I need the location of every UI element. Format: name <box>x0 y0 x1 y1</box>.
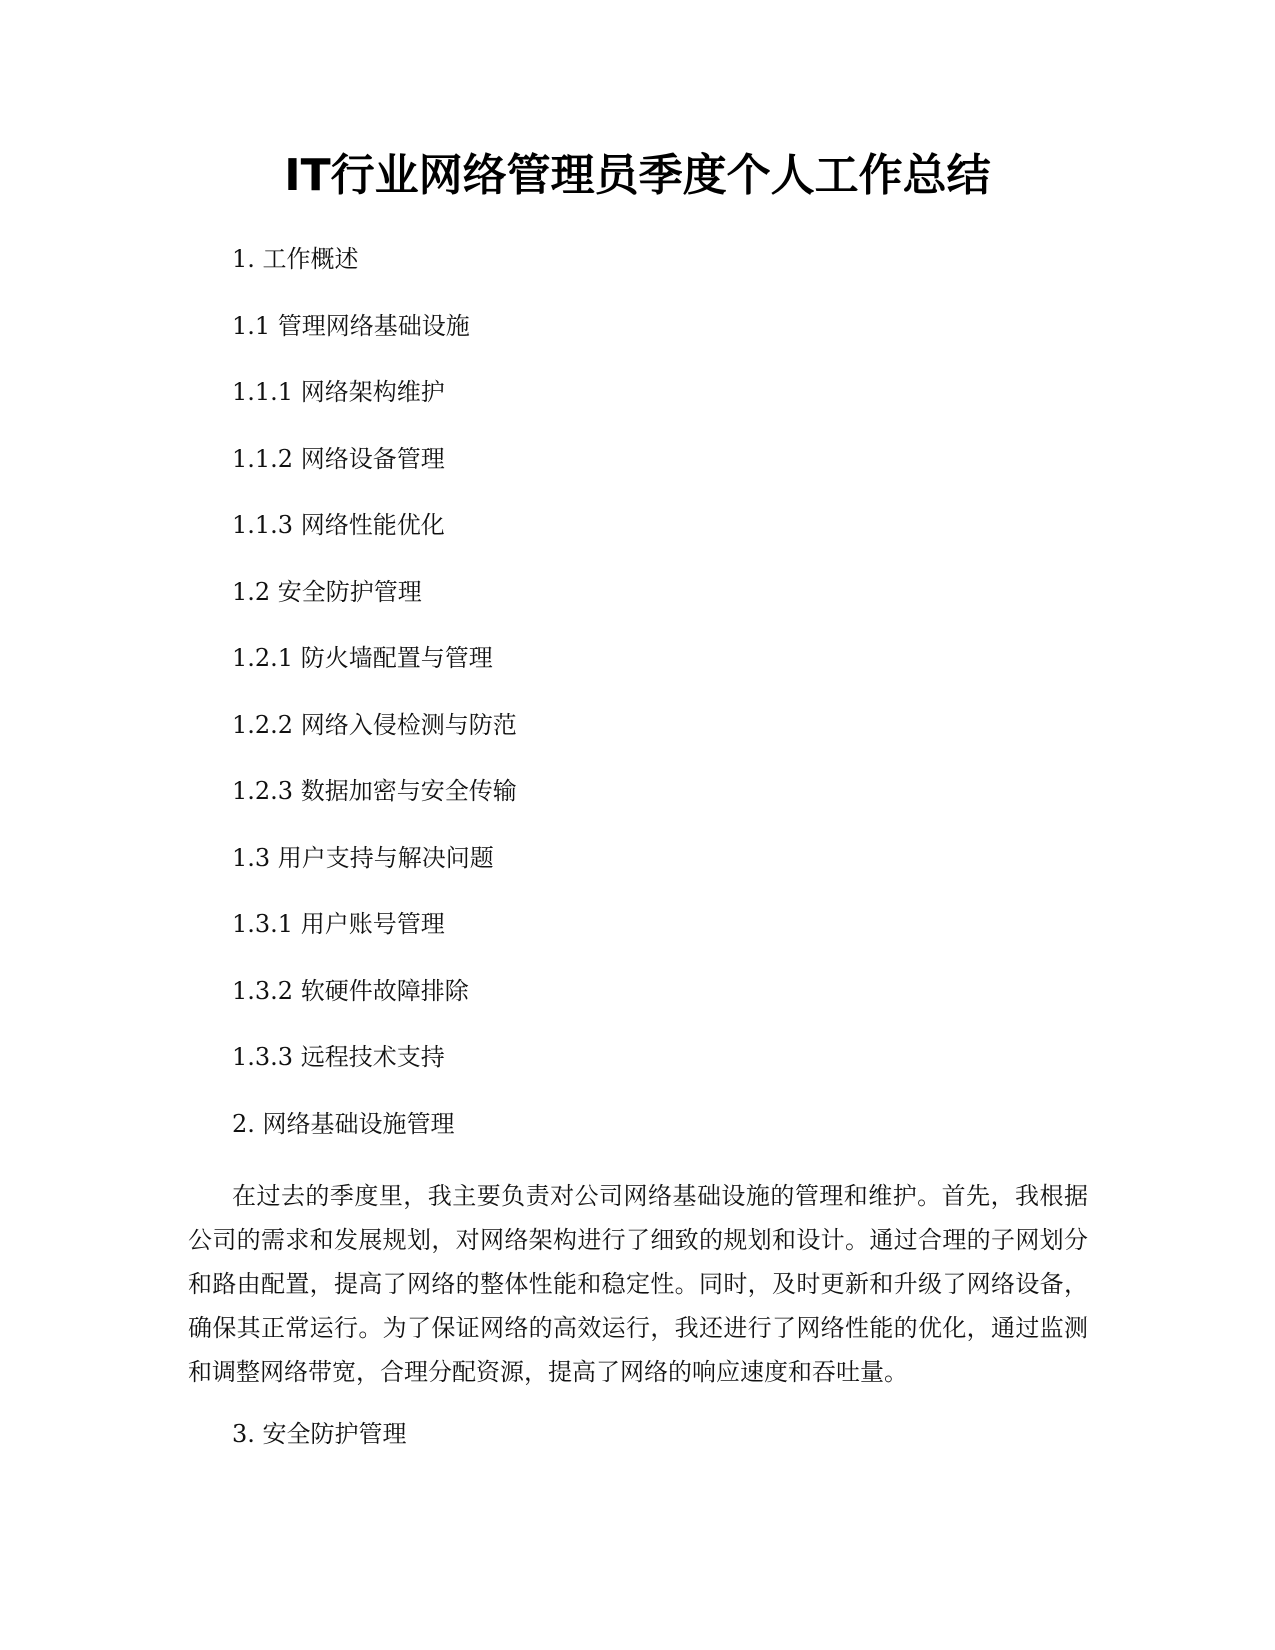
outline-item: 1.2 安全防护管理 <box>232 577 422 606</box>
outline-item: 1.3.2 软硬件故障排除 <box>232 976 469 1005</box>
outline-item: 1.3.1 用户账号管理 <box>232 910 445 938</box>
outline-item: 1. 工作概述 <box>232 245 359 273</box>
outline-item: 1.3 用户支持与解决问题 <box>232 843 494 872</box>
outline-list <box>232 243 517 1174</box>
outline-item: 1.1.2 网络设备管理 <box>232 444 445 473</box>
section-heading: 3. 安全防护管理 <box>232 1420 407 1448</box>
outline-item: 1.3.3 远程技术支持 <box>232 1043 445 1071</box>
outline-item: 1.2.1 防火墙配置与管理 <box>232 644 493 672</box>
outline-item: 1.1.1 网络架构维护 <box>232 378 445 406</box>
outline-item: 1.1 管理网络基础设施 <box>232 311 470 340</box>
outline-item: 1.1.3 网络性能优化 <box>232 511 445 539</box>
outline-item: 2. 网络基础设施管理 <box>232 1109 455 1138</box>
document-title: IT行业网络管理员季度个人工作总结 <box>284 150 991 201</box>
body-paragraph: 在过去的季度里，我主要负责对公司网络基础设施的管理和维护。首先，我根据公司的需求和发展规划，对网络架构进行了细致的规划和设计。通过合理的子网划分和路由配置，提高了网络的整体性能和稳定性。同时，及时更新和升级了网络设备，确保其正常运行。为了保证网络的高效运行，我还进行了网络性能的优化，通过监测和调整网络带宽，合理分配资源，提高了网络的响应速度和吞吐量。 <box>188 1182 1088 1386</box>
outline-item: 1.2.3 数据加密与安全传输 <box>232 777 517 805</box>
outline-item: 1.2.2 网络入侵检测与防范 <box>232 710 517 739</box>
